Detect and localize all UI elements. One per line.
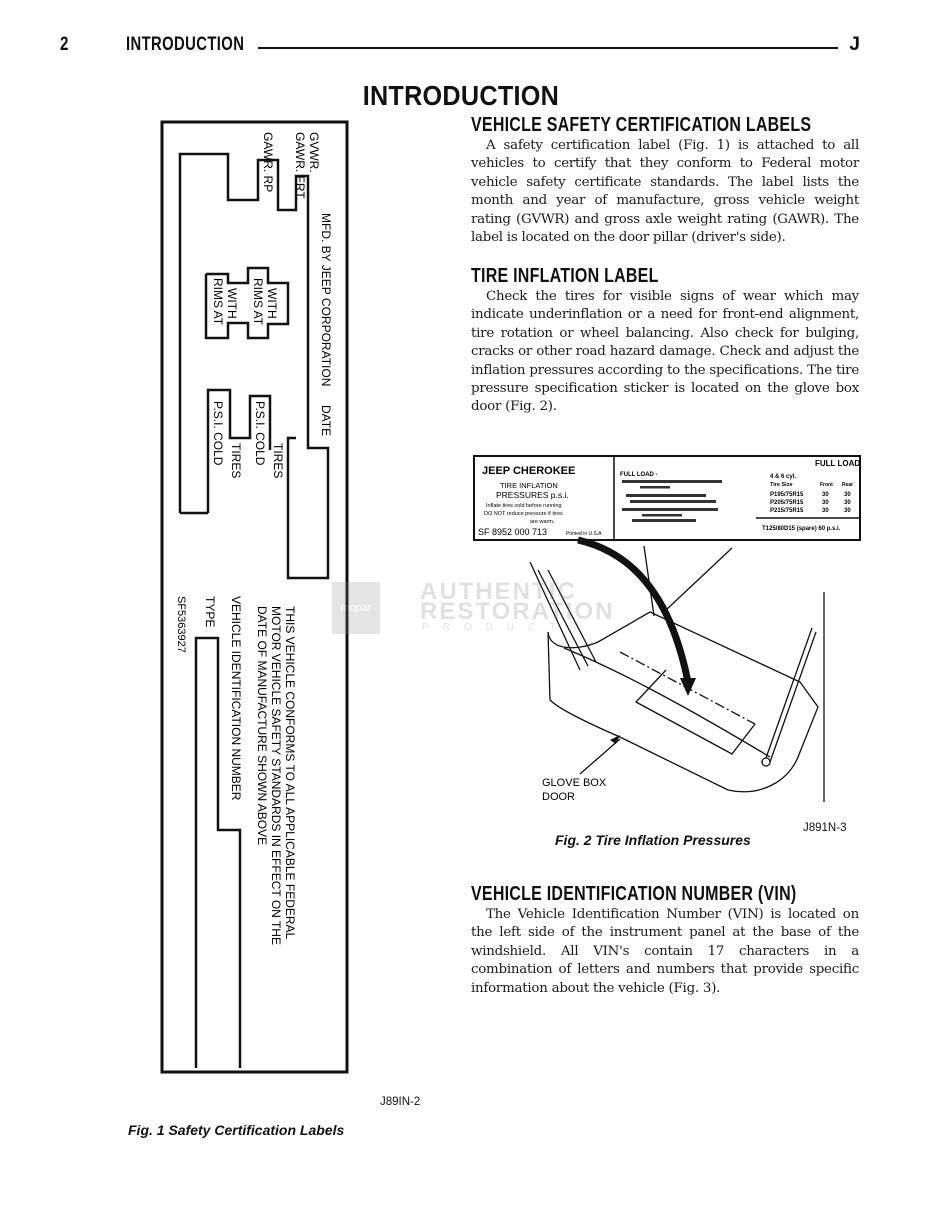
gawr-frt-label: GAWR. FRT. (293, 132, 307, 201)
sticker-subtitle-1: TIRE INFLATION (500, 481, 558, 490)
tire-row-rear: 30 (844, 508, 851, 514)
with-label-1: WITH (265, 288, 279, 319)
edition-mark: J (849, 34, 860, 55)
vin-label: VEHICLE IDENTIFICATION NUMBER (229, 596, 243, 801)
section-body: A safety certification label (Fig. 1) is attached to all vehicles to certify that they conform to Federal motor vehicle safety certificate standards. The label lists the month and year of manufacture, gross vehicle weight rating (GVWR) and gross axle weight rating (GAWR). The label is located on the door pillar (driver's side). (471, 138, 859, 246)
engine-label: 4 & 6 cyl. (770, 474, 797, 480)
sticker-title: JEEP CHEROKEE (482, 465, 576, 477)
page-number: 2 (60, 34, 69, 55)
tire-row-rear: 30 (844, 500, 851, 506)
tire-row-front: 30 (822, 508, 829, 514)
sticker-part-number: SF 8952 000 713 (478, 527, 548, 537)
sticker-note-1: Inflate tires cold before running (486, 503, 562, 509)
tire-row-front: 30 (822, 492, 829, 498)
front-header: Front (820, 482, 833, 488)
rims-at-label-1: RIMS AT (251, 278, 265, 326)
sticker-subtitle-2: PRESSURES p.s.i. (496, 490, 569, 500)
figure2-code: J891N-3 (803, 822, 847, 834)
tire-inflation-figure (470, 452, 870, 832)
psi-cold-label-1: P.S.I. COLD (253, 401, 267, 466)
section-heading: VEHICLE IDENTIFICATION NUMBER (VIN) (471, 883, 797, 905)
tire-row-rear: 30 (844, 492, 851, 498)
rear-header: Rear (842, 482, 854, 488)
section-safety-labels (471, 113, 859, 247)
glove-box-callout-line2: DOOR (542, 791, 575, 803)
section-heading: VEHICLE SAFETY CERTIFICATION LABELS (471, 114, 812, 136)
glove-box-callout-line1: GLOVE BOX (542, 777, 607, 789)
full-load-header: FULL LOAD (815, 459, 861, 468)
figure2-caption: Fig. 2 Tire Inflation Pressures (555, 832, 751, 848)
sticker-note-2: DO NOT reduce pressure if tires (484, 511, 563, 517)
tire-row-size: P215/75R15 (770, 508, 804, 514)
watermark-line1: AUTHENTIC (420, 578, 577, 605)
gawr-rp-label: GAWR. RP (261, 132, 275, 193)
gvwr-label: GVWR. (307, 132, 321, 173)
running-section-title: INTRODUCTION (126, 34, 245, 55)
tire-size-header: Tire Size (770, 482, 793, 488)
page-title-text: INTRODUCTION (362, 80, 560, 111)
section-body: Check the tires for visible signs of wear which may indicate underinflation or a need for front-end alignment, tire rotation or wheel balancing. Also check for bulging, cracks or other road hazard damage. Check and adjust the inflation pressures according to the specifications. The tire pressure specification sticker is located on the glove box door (Fig. 2). (471, 289, 859, 415)
glove-box-door-drawing (530, 546, 824, 802)
tire-row-front: 30 (822, 500, 829, 506)
section-heading: TIRE INFLATION LABEL (471, 265, 659, 287)
with-label-2: WITH (225, 288, 239, 319)
type-label: TYPE (203, 596, 217, 628)
full-load-heading: FULL LOAD - (620, 472, 658, 478)
tires-label-1: TIRES (271, 443, 285, 479)
figure1-code: J89IN-2 (380, 1096, 421, 1108)
mfd-by-label: MFD. BY JEEP CORPORATION (319, 213, 333, 387)
section-tire-inflation (471, 264, 859, 417)
section-body: The Vehicle Identification Number (VIN) is located on the left side of the instrument panel at the base of the windshield. All VIN's contain 17 characters in a combination of letters and numbers that provide specific information about the vehicle (Fig. 3). (471, 907, 859, 996)
psi-cold-label-2: P.S.I. COLD (211, 401, 225, 466)
watermark-line2: RESTORATION (420, 598, 615, 625)
running-header (60, 34, 860, 60)
sticker-made-in: Printed in U.S.A (566, 531, 602, 537)
sticker-note-3: are warm. (530, 519, 555, 525)
tire-row-size: P195/75R15 (770, 492, 804, 498)
section-vin (471, 882, 859, 998)
mopar-logo-icon: mopar (332, 582, 380, 634)
date-label: DATE (319, 405, 333, 437)
weight-rating-box (180, 154, 328, 578)
conform-line-2: MOTOR VEHICLE SAFETY STANDARDS IN EFFECT ON THE (269, 606, 283, 945)
header-rule (258, 47, 838, 49)
page-title (46, 80, 874, 112)
tire-sticker (474, 456, 860, 540)
spare-tire-spec: T125/80D15 (spare) 60 p.s.i. (762, 526, 841, 532)
tire-row-size: P205/75R15 (770, 500, 804, 506)
safety-certification-label-figure (150, 118, 360, 1078)
conform-line-3: DATE OF MANUFACTURE SHOWN ABOVE (255, 606, 269, 846)
watermark-line3: PRODUCTS (422, 622, 591, 633)
conform-line-1: THIS VEHICLE CONFORMS TO ALL APPLICABLE FEDERAL (283, 606, 297, 940)
rims-at-label-2: RIMS AT (211, 278, 225, 326)
label-part-number: SF5363927 (175, 596, 187, 653)
tires-label-2: TIRES (229, 443, 243, 479)
figure1-caption: Fig. 1 Safety Certification Labels (128, 1122, 345, 1138)
